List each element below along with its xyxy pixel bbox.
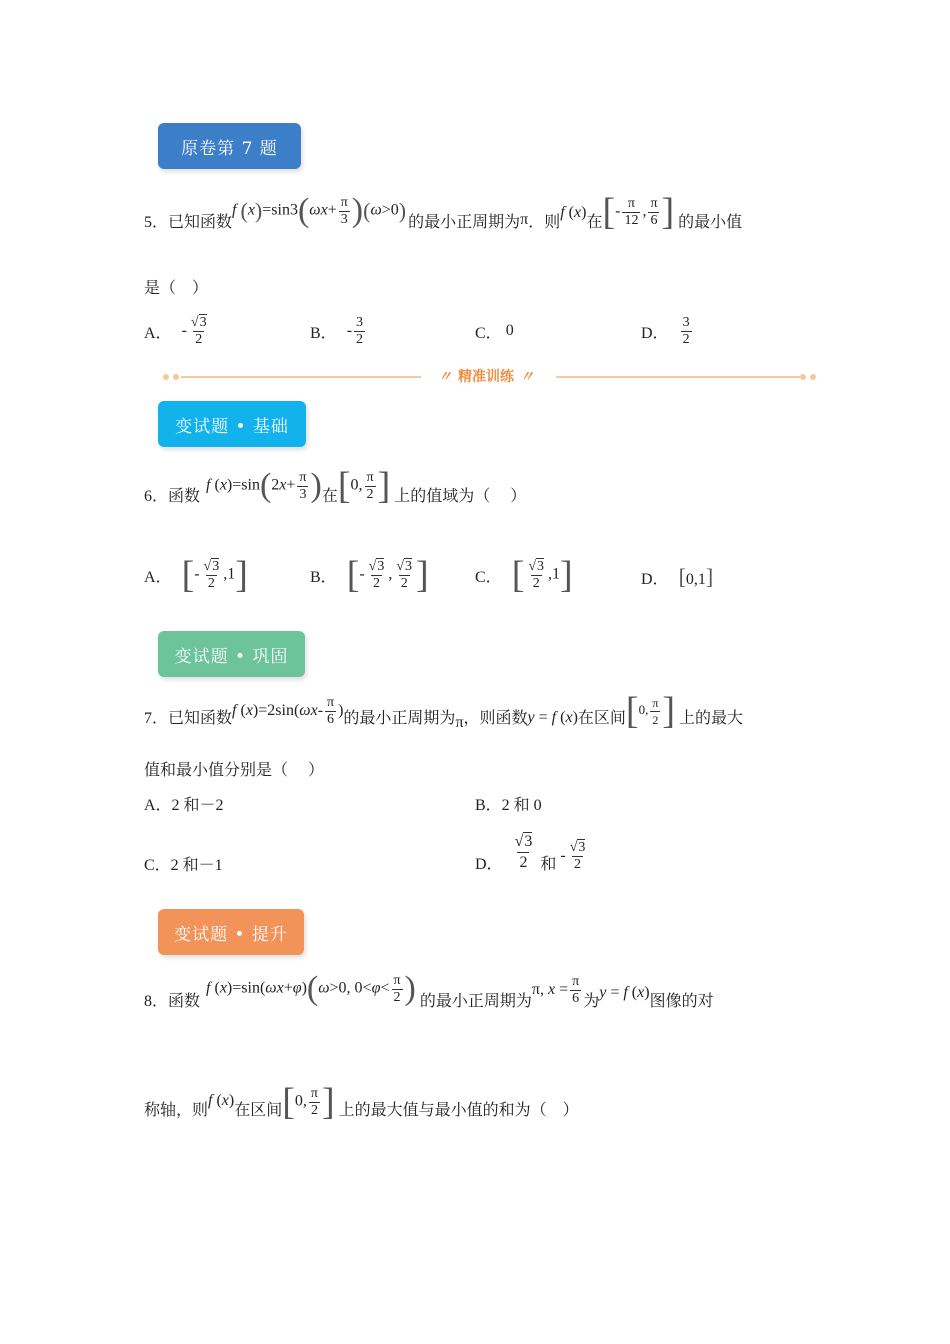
q6-option-d[interactable] xyxy=(641,560,713,594)
q5-mid2: ．则 xyxy=(528,213,561,231)
q5-option-b[interactable] xyxy=(310,308,367,354)
q7-option-d[interactable] xyxy=(475,826,589,886)
q5-mid3: 在 xyxy=(586,213,603,231)
q8-function-formula: f (x)=sin(ωx+φ)(ω>0, 0<φ< $\frac{\pi}{2}$ ) xyxy=(206,970,416,1007)
question-7 xyxy=(144,686,743,746)
q6-number: 6． xyxy=(144,487,169,505)
divider-line-left xyxy=(181,376,421,378)
q6-option-a[interactable] xyxy=(144,548,248,602)
section-badge-advance xyxy=(158,909,304,955)
q6-suffix: 上的值域为（ ） xyxy=(394,487,527,505)
q7-option-b[interactable]: B．2 和 0 xyxy=(475,797,542,814)
q6-function-formula: f (x)=sin(2x+ $\frac{\pi}{3}$ ) xyxy=(206,467,322,504)
q5-option-c[interactable] xyxy=(475,308,514,354)
q7-interval: [0, $\frac{\pi}{2}$ ] xyxy=(625,690,676,732)
q8-suffix: 图像的对 xyxy=(649,992,714,1010)
q5-option-a-value: - $\frac{√3}{2}$ xyxy=(181,314,207,347)
q6-option-c-label: C． xyxy=(475,568,502,586)
q6-option-b-label: B． xyxy=(310,568,337,586)
divider-dot-right-2 xyxy=(810,374,816,380)
q5-interval: [- $\frac{\pi}{12}$ , $\frac{\pi}{6}$ ] xyxy=(602,191,675,233)
q7-option-d-and: 和 xyxy=(540,855,557,873)
divider-label-wrap xyxy=(438,366,534,386)
divider-line-right xyxy=(556,376,800,378)
question-5 xyxy=(144,188,742,252)
q7-number: 7． xyxy=(144,709,169,727)
q8-number: 8． xyxy=(144,992,169,1010)
question-8 xyxy=(144,966,714,1032)
q5-option-a[interactable] xyxy=(144,308,211,354)
q5-option-c-label: C． xyxy=(475,324,502,342)
q8-line2-suffix: 上的最大值与最小值的和为（ ） xyxy=(338,1101,579,1119)
q5-prefix: 已知函数 xyxy=(168,213,233,231)
section-badge-basic xyxy=(158,401,306,447)
section-badge-consolidate xyxy=(158,631,305,677)
q7-option-c[interactable]: C．2 和－1 xyxy=(144,857,223,874)
q7-option-d-label: D． xyxy=(475,855,503,873)
q6-option-b-value: [- $\frac{√3}{2}$ , $\frac{√3}{2}$ ] xyxy=(346,554,429,596)
q8-mid2: 为 xyxy=(583,992,600,1010)
q7-prefix: 已知函数 xyxy=(168,709,233,727)
section-badge-original-label: 原卷第 7 题 xyxy=(181,138,278,159)
q5-suffix: 的最小值 xyxy=(678,213,743,231)
q5-function-formula: f (x)=sin3(ωx+ $\frac{\pi}{3}$ )(ω>0) xyxy=(232,192,407,229)
q6-mid: 在 xyxy=(321,487,338,505)
divider-decor-left-icon: 〃 xyxy=(438,369,452,385)
q5-option-b-label: B． xyxy=(310,324,337,342)
q6-option-b[interactable] xyxy=(310,548,429,602)
q5-fx: f (x) xyxy=(560,204,587,221)
q7-mid2: ，则函数 xyxy=(463,709,528,727)
q5-option-d[interactable] xyxy=(641,308,694,354)
q8-fx: f (x) xyxy=(208,1092,235,1109)
divider-dot-left-1 xyxy=(163,374,169,380)
section-badge-advance-label: 变试题 • 提升 xyxy=(174,924,288,945)
q6-option-d-value: [0,1] xyxy=(678,564,714,589)
q5-option-d-value: $\frac{3}{2}$ xyxy=(682,314,690,347)
q6-interval: [0, $\frac{\pi}{2}$ ] xyxy=(337,465,391,507)
q7-line2: 值和最小值分别是（ ） xyxy=(144,762,325,779)
q6-option-a-label: A． xyxy=(144,568,172,586)
q7-pi: π xyxy=(455,714,464,731)
divider-dot-right-1 xyxy=(800,374,806,380)
q8-y-fx: y = f (x) xyxy=(599,984,650,1001)
q7-option-d-value1: $\frac{√3}{2}$ xyxy=(514,832,533,871)
q8-line2 xyxy=(144,1080,579,1136)
q8-line2-prefix: 称轴，则 xyxy=(144,1101,209,1119)
q5-mid1: 的最小正周期为 xyxy=(408,213,521,231)
section-badge-original xyxy=(158,123,301,169)
q5-option-c-value: 0 xyxy=(505,322,514,339)
section-badge-consolidate-label: 变试题 • 巩固 xyxy=(174,646,289,667)
divider-dot-left-2 xyxy=(173,374,179,380)
q7-option-d-value2: - $\frac{√3}{2}$ xyxy=(560,839,586,872)
q8-prefix: 函数 xyxy=(168,992,201,1010)
q5-option-b-value: - $\frac{3}{2}$ xyxy=(346,314,364,347)
q5-option-a-label: A． xyxy=(144,324,172,342)
q5-pi: π xyxy=(520,211,529,228)
q5-option-d-label: D． xyxy=(641,324,669,342)
question-6 xyxy=(144,462,526,526)
divider-decor-right-icon: 〃 xyxy=(520,369,534,385)
q8-condition: π, x = $\frac{\pi}{6}$ xyxy=(531,973,580,1006)
q8-interval: [0, $\frac{\pi}{2}$ ] xyxy=(282,1081,335,1123)
q7-option-a[interactable]: A．2 和－2 xyxy=(144,797,224,814)
q5-number: 5． xyxy=(144,213,169,231)
q6-option-c-value: [ $\frac{√3}{2}$ ,1] xyxy=(511,554,573,596)
q7-mid1: 的最小正周期为 xyxy=(343,709,456,727)
q6-option-d-label: D． xyxy=(641,570,669,588)
q8-line2-mid: 在区间 xyxy=(234,1101,283,1119)
q6-option-a-value: [- $\frac{√3}{2}$ ,1] xyxy=(181,554,248,596)
q7-suffix: 上的最大 xyxy=(679,709,744,727)
q7-function-formula: f (x)=2sin(ωx- $\frac{\pi}{6}$ ) xyxy=(232,694,344,727)
q6-prefix: 函数 xyxy=(168,487,201,505)
q8-mid1: 的最小正周期为 xyxy=(419,992,532,1010)
divider-label: 精准训练 xyxy=(458,369,514,385)
q6-option-c[interactable] xyxy=(475,548,573,602)
q7-y-fx: y = f (x) xyxy=(527,709,578,726)
q5-line2: 是（ ） xyxy=(144,280,209,297)
q7-mid3: 在区间 xyxy=(577,709,626,727)
section-badge-basic-label: 变试题 • 基础 xyxy=(175,416,289,437)
